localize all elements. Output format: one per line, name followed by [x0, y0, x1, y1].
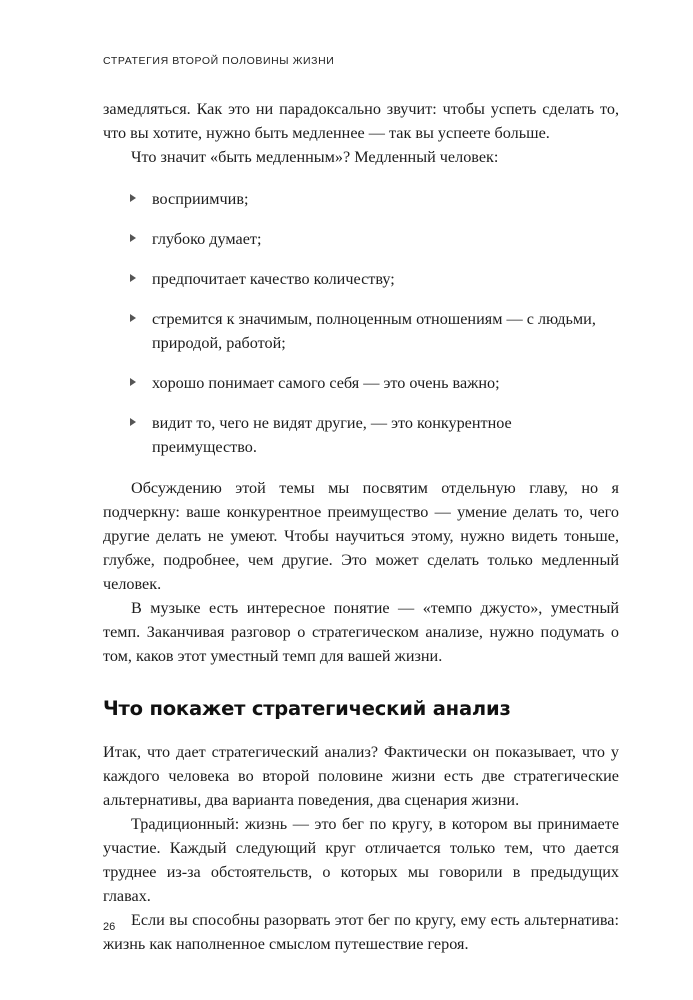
triangle-bullet-icon — [130, 378, 136, 386]
list-item: видит то, чего не видят другие, — это конкурентное преимущество. — [103, 411, 619, 459]
list-item: стремится к значимым, полноценным отношениям — с людьми, природой, работой; — [103, 307, 619, 355]
paragraph: В музыке есть интересное понятие — «темпо джусто», уместный темп. Заканчивая разговор о стратегическом анализе, нужно подумать о том, каков этот уместный темп для вашей жизни. — [103, 599, 619, 665]
list-item: восприимчив; — [103, 187, 619, 211]
paragraph: Традиционный: жизнь — это бег по кругу, в котором вы принимаете участие. Каждый следующий круг отличается только тем, что дается труднее из-за обстоятельств, о которых мы говорили в предыдущих главах. — [103, 815, 619, 905]
page-body — [103, 97, 619, 956]
running-header: СТРАТЕГИЯ ВТОРОЙ ПОЛОВИНЫ ЖИЗНИ — [103, 55, 335, 67]
list-item: предпочитает качество количеству; — [103, 267, 619, 291]
paragraph-intro-list: Что значит «быть медленным»? Медленный человек: — [131, 148, 499, 166]
bullet-list — [103, 187, 619, 459]
triangle-bullet-icon — [130, 234, 136, 242]
paragraph: Итак, что дает стратегический анализ? Фактически он показывает, что у каждого человека во второй половине жизни есть две стратегические альтернативы, два варианта поведения, два сценария жизни. — [103, 743, 619, 809]
list-item: хорошо понимает самого себя — это очень важно; — [103, 371, 619, 395]
triangle-bullet-icon — [130, 194, 136, 202]
paragraph: Если вы способны разорвать этот бег по кругу, ему есть альтернатива: жизнь как наполненное смыслом путешествие героя. — [103, 911, 619, 953]
paragraph: Обсуждению этой темы мы посвятим отдельную главу, но я подчеркну: ваше конкурентное преимущество — умение делать то, чего другие делать не умеют. Чтобы научиться этому, нужно видеть тоньше, глубже, подробнее, чем другие. Это может сделать только медленный человек. — [103, 479, 619, 593]
page-number: 26 — [103, 921, 116, 933]
section-heading: Что покажет стратегический анализ — [103, 697, 511, 720]
triangle-bullet-icon — [130, 274, 136, 282]
paragraph-continued: замедляться. Как это ни парадоксально звучит: чтобы успеть сделать то, что вы хотите, нужно быть медленнее — так вы успеете больше. — [103, 100, 619, 142]
triangle-bullet-icon — [130, 314, 136, 322]
list-item: глубоко думает; — [103, 227, 619, 251]
triangle-bullet-icon — [130, 418, 136, 426]
